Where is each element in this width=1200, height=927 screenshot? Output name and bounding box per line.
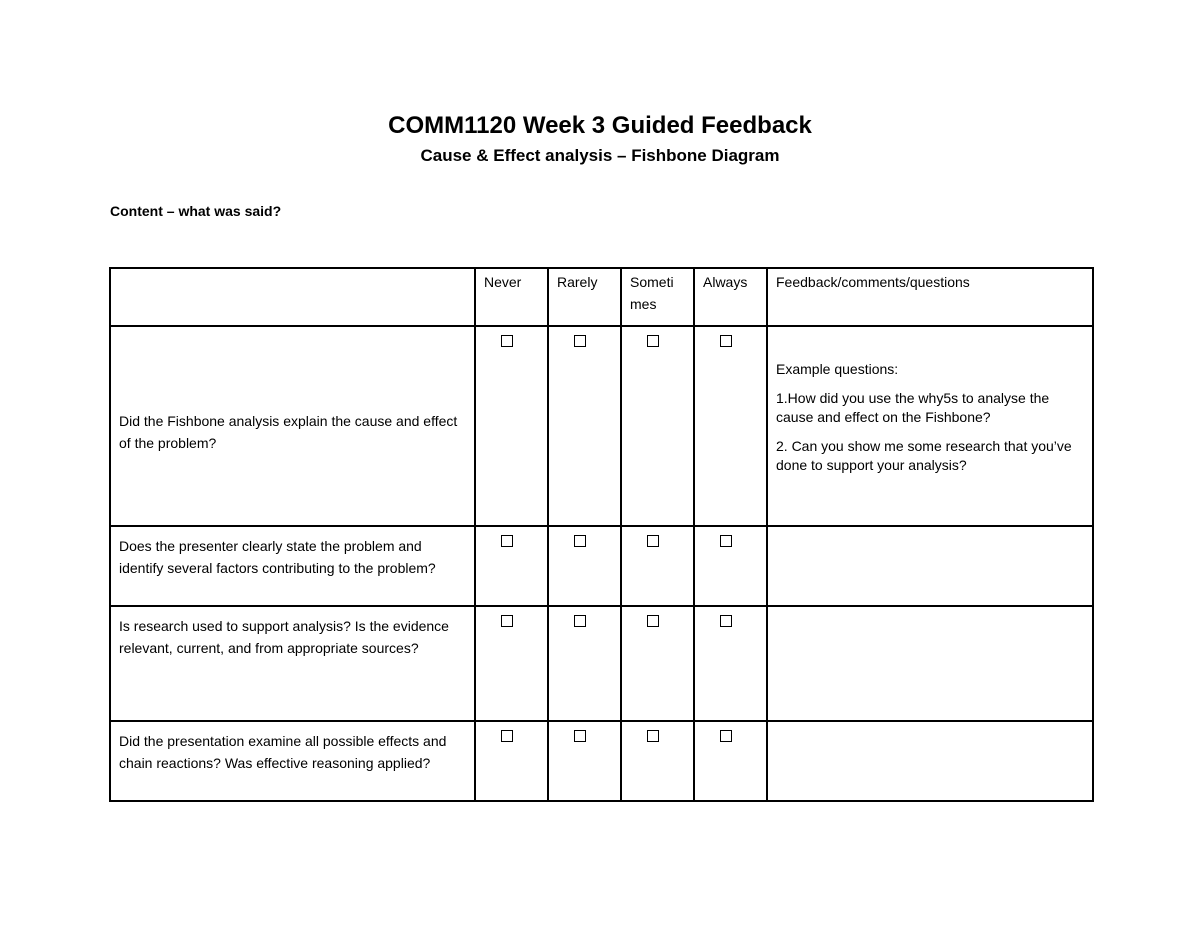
table-row bbox=[110, 526, 1093, 606]
always-cell bbox=[694, 721, 767, 801]
never-cell bbox=[475, 606, 548, 721]
table-row bbox=[110, 326, 1093, 526]
feedback-cell[interactable] bbox=[767, 721, 1093, 801]
question-text: Does the presenter clearly state the problem and identify several factors contributing to the problem? bbox=[119, 538, 436, 576]
question-cell bbox=[110, 326, 475, 526]
always-checkbox[interactable] bbox=[720, 730, 732, 742]
feedback-cell[interactable] bbox=[767, 326, 1093, 526]
table-row bbox=[110, 721, 1093, 801]
example-question-2: 2. Can you show me some research that you’ve done to support your analysis? bbox=[776, 438, 1072, 473]
sometimes-checkbox[interactable] bbox=[647, 615, 659, 627]
sometimes-checkbox[interactable] bbox=[647, 730, 659, 742]
question-text: Is research used to support analysis? Is the evidence relevant, current, and from appropriate sources? bbox=[119, 618, 449, 656]
header-rarely: Rarely bbox=[548, 268, 621, 326]
question-cell bbox=[110, 526, 475, 606]
table-header-row bbox=[110, 268, 1093, 326]
feedback-cell[interactable] bbox=[767, 526, 1093, 606]
header-sometimes: Someti mes bbox=[621, 268, 694, 326]
header-feedback: Feedback/comments/questions bbox=[767, 268, 1093, 326]
rarely-cell bbox=[548, 606, 621, 721]
rarely-checkbox[interactable] bbox=[574, 730, 586, 742]
always-cell bbox=[694, 326, 767, 526]
always-cell bbox=[694, 606, 767, 721]
question-text: Did the Fishbone analysis explain the cause and effect of the problem? bbox=[119, 413, 458, 451]
never-checkbox[interactable] bbox=[501, 335, 513, 347]
header-always: Always bbox=[694, 268, 767, 326]
example-question-1: 1.How did you use the why5s to analyse the cause and effect on the Fishbone? bbox=[776, 390, 1050, 425]
sometimes-cell bbox=[621, 326, 694, 526]
rarely-checkbox[interactable] bbox=[574, 335, 586, 347]
never-checkbox[interactable] bbox=[501, 615, 513, 627]
feedback-table bbox=[109, 267, 1094, 802]
sometimes-cell bbox=[621, 721, 694, 801]
never-checkbox[interactable] bbox=[501, 535, 513, 547]
table-row bbox=[110, 606, 1093, 721]
never-cell bbox=[475, 326, 548, 526]
feedback-cell[interactable] bbox=[767, 606, 1093, 721]
sometimes-cell bbox=[621, 606, 694, 721]
question-cell bbox=[110, 721, 475, 801]
document-subtitle: Cause & Effect analysis – Fishbone Diagram bbox=[420, 146, 780, 165]
sometimes-cell bbox=[621, 526, 694, 606]
header-never: Never bbox=[475, 268, 548, 326]
never-cell bbox=[475, 526, 548, 606]
question-text: Did the presentation examine all possible effects and chain reactions? Was effective reasoning applied? bbox=[119, 733, 447, 771]
sometimes-checkbox[interactable] bbox=[647, 535, 659, 547]
rarely-cell bbox=[548, 526, 621, 606]
always-checkbox[interactable] bbox=[720, 335, 732, 347]
rarely-cell bbox=[548, 326, 621, 526]
never-cell bbox=[475, 721, 548, 801]
header-question bbox=[110, 268, 475, 326]
always-checkbox[interactable] bbox=[720, 535, 732, 547]
example-questions-title: Example questions: bbox=[776, 361, 899, 377]
rarely-cell bbox=[548, 721, 621, 801]
question-cell bbox=[110, 606, 475, 721]
always-cell bbox=[694, 526, 767, 606]
always-checkbox[interactable] bbox=[720, 615, 732, 627]
rarely-checkbox[interactable] bbox=[574, 535, 586, 547]
section-heading: Content – what was said? bbox=[110, 203, 282, 219]
never-checkbox[interactable] bbox=[501, 730, 513, 742]
rarely-checkbox[interactable] bbox=[574, 615, 586, 627]
sometimes-checkbox[interactable] bbox=[647, 335, 659, 347]
document-title: COMM1120 Week 3 Guided Feedback bbox=[388, 112, 812, 139]
